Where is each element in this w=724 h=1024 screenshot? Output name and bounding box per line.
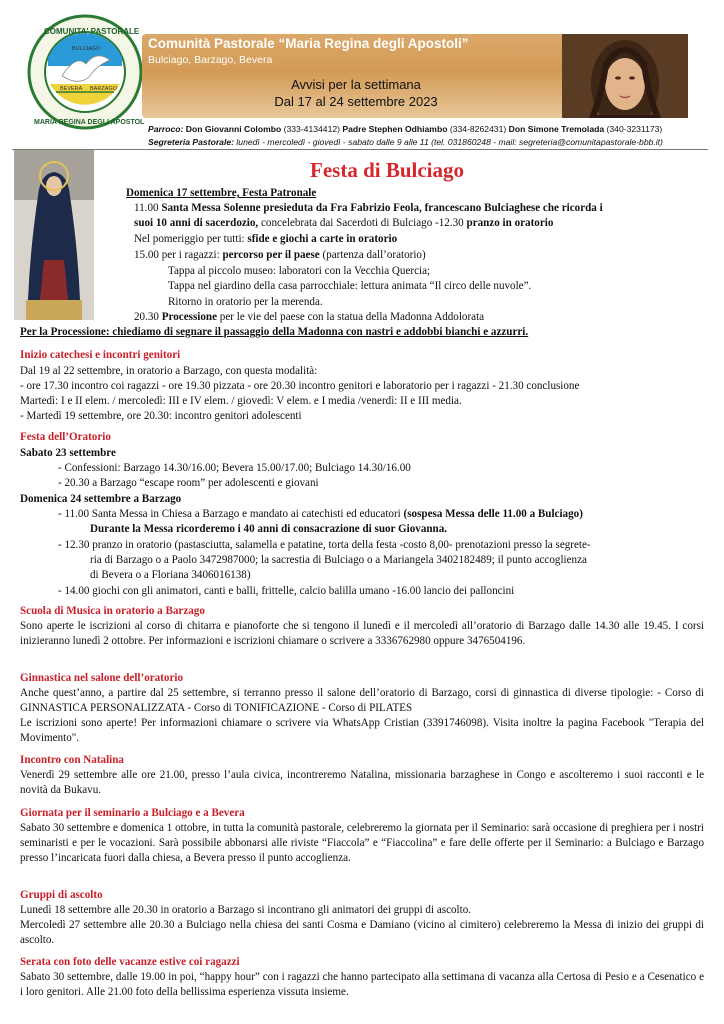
header-divider <box>12 149 708 150</box>
madonna-statue-photo <box>14 150 94 320</box>
segreteria-label: Segreteria Pastorale: <box>148 137 234 147</box>
catechesi-line-4: - Martedì 19 settembre, ore 20.30: incontro genitori adolescenti <box>20 410 302 422</box>
contacts <box>148 123 708 149</box>
parroco-2-tel: (334-8262431) <box>449 124 507 134</box>
ginnastica-title: Ginnastica nel salone dell’oratorio <box>20 672 184 684</box>
seminario-title: Giornata per il seminario a Bulciago e a Bevera <box>20 807 245 819</box>
giochi: - 14.00 giochi con gli animatori, canti e balli, frittelle, calcio balilla umano -16.00 lancio dei palloncini <box>58 585 515 597</box>
domenica-24: Domenica 24 settembre a Barzago <box>20 493 182 505</box>
seminario-text: Sabato 30 settembre e domenica 1 ottobre, in tutta la comunità pastorale, celebreremo la giornata per il Seminario: sarà occasione di preghiera per i nostri seminaristi e per le vocazioni. Sarà possibile abbonarsi alle riviste “Fiaccola” e “Fiaccolina” e fare delle offerte per il Seminario: a Bulciago e Barzago presso l’incaricata fuori dalla chiesa, a Bevera presso il punto accoglienza. <box>20 822 704 865</box>
header-banner <box>142 34 562 118</box>
suor-giovanna: Durante la Messa ricorderemo i 40 anni di consacrazione di suor Giovanna. <box>90 523 448 535</box>
avvisi-line-1: Avvisi per la settimana <box>291 77 421 92</box>
avvisi-dates: Dal 17 al 24 settembre 2023 <box>274 94 438 109</box>
concelebrata: concelebrata dai Sacerdoti di Bulciago -12.30 <box>261 217 464 229</box>
tappa-1: Tappa al piccolo museo: laboratori con la Vecchia Quercia; <box>168 265 431 277</box>
pranzo-line-1: - 12.30 pranzo in oratorio (pastasciutta, salamella e patatine, torta della festa -costo 8,00- prenotazioni presso la segrete- <box>58 539 591 551</box>
time-2030: 20.30 <box>134 311 159 323</box>
community-logo <box>26 14 144 130</box>
community-name: Comunità Pastorale “Maria Regina degli Apostoli” <box>148 36 469 51</box>
ginnastica-text: Anche quest’anno, a partire dal 25 settembre, si terranno presso il salone dell’oratorio di Barzago, corsi di ginnastica di diverse tipologie: - Corso di GINNASTICA PERSONALIZZATA - Corso di TONIFICAZIONE - Corso di PILATES <box>20 687 704 715</box>
natalina-title: Incontro con Natalina <box>20 754 124 766</box>
parroco-line <box>148 123 708 136</box>
festa-line-3 <box>134 248 426 263</box>
natalina-text: Venerdì 29 settembre alle ore 21.00, presso l’aula civica, incontreremo Natalina, missionaria barzaghese in Congo e ascolteremo i suoi racconti e le novità da Bukavu. <box>20 769 704 797</box>
logo-text-top: COMUNITA' PASTORALE <box>44 27 140 36</box>
processione: Processione <box>161 311 218 323</box>
time-1500: 15.00 <box>134 249 159 261</box>
vacanze-title: Serata con foto delle vacanze estive coi ragazzi <box>20 956 240 968</box>
segreteria-text: lunedì - mercoledì - giovedì - sabato dalle 9 alle 11 (tel. 031860248 - mail: segreteria@comunitapastorale-bbb.it) <box>236 137 663 147</box>
logo-label-bevera: BEVERA <box>60 86 83 92</box>
escape-room: - 20.30 a Barzago “escape room” per adolescenti e giovani <box>58 477 319 489</box>
catechesi-title: Inizio catechesi e incontri genitori <box>20 349 181 361</box>
ascolto-title: Gruppi di ascolto <box>20 889 103 901</box>
festa-line-2 <box>134 232 397 247</box>
partenza: (partenza dall’oratorio) <box>322 249 426 261</box>
catechesi-line-1: Dal 19 al 22 settembre, in oratorio a Barzago, con questa modalità: <box>20 365 318 377</box>
catechesi-line-3: Martedì: I e II elem. / mercoledì: III e IV elem. / giovedì: V elem. e I media /venerdì: II e III media. <box>20 395 462 407</box>
ginnastica-text-2: Le iscrizioni sono aperte! Per informazioni chiamare o scrivere via WhatsApp Cristian (3391746098). Visita inoltre la pagina Facebook "Terapia del Movimento". <box>20 717 704 745</box>
musica-title: Scuola di Musica in oratorio a Barzago <box>20 605 205 617</box>
percorso-paese: percorso per il paese <box>222 249 320 261</box>
dom-item-1 <box>58 507 583 522</box>
confessioni: - Confessioni: Barzago 14.30/16.00; Bevera 15.00/17.00; Bulciago 14.30/16.00 <box>58 462 411 474</box>
messa-mandato: - 11.00 Santa Messa in Chiesa a Barzago e mandato ai catechisti ed educatori <box>58 508 401 520</box>
vacanze-text: Sabato 30 settembre, dalle 19.00 in poi, “happy hour” con i ragazzi che hanno partecipato alla settimana di vacanza alla Certosa di Pesio e a Cesenatico e i loro genitori. Alle 21.00 foto della bellissima esperienza vissuta insieme. <box>20 971 704 999</box>
ragazzi-label: per i ragazzi: <box>161 249 220 261</box>
pranzo-oratorio: pranzo in oratorio <box>466 217 554 229</box>
parroco-3-tel: (340-3231173) <box>606 124 663 134</box>
messa-solenne: Santa Messa Solenne presieduta da Fra Fabrizio Feola, francescano Bulciaghese che ricorda i <box>161 202 603 214</box>
segreteria-line <box>148 136 708 149</box>
time-1100: 11.00 <box>134 202 159 214</box>
anni-sacerdozio: suoi 10 anni di sacerdozio, <box>134 217 259 229</box>
ritorno: Ritorno in oratorio per la merenda. <box>168 296 323 308</box>
oratorio-title: Festa dell’Oratorio <box>20 431 111 443</box>
avvisi-heading <box>216 76 496 110</box>
tappa-2: Tappa nel giardino della casa parrocchiale: lettura animata “Il circo delle nuvole”. <box>168 280 532 292</box>
parroco-3: Don Simone Tremolada <box>508 124 605 134</box>
madonna-portrait <box>562 34 688 118</box>
logo-label-barzago: BARZAGO <box>90 86 117 92</box>
festa-line-1b <box>134 216 553 231</box>
catechesi-line-2: - ore 17.30 incontro coi ragazzi - ore 19.30 pizzata - ore 20.30 incontro genitori e laboratorio per i ragazzi - 21.30 conclusione <box>20 380 580 392</box>
parroco-2: Padre Stephen Odhiambo <box>342 124 448 134</box>
sabato-23: Sabato 23 settembre <box>20 447 116 459</box>
pranzo-line-3: di Bevera o a Floriana 3406016138) <box>90 569 251 581</box>
parroco-1-tel: (333-4134412) <box>283 124 340 134</box>
towns: Bulciago, Barzago, Bevera <box>148 54 273 66</box>
festa-title: Festa di Bulciago <box>310 158 465 182</box>
pomeriggio-label: Nel pomeriggio per tutti: <box>134 233 245 245</box>
ascolto-text-2: Mercoledì 27 settembre alle 20.30 a Bulciago nella chiesa dei santi Cosma e Damiano (vicino al cimitero) celebreremo la Messa di inizio dei gruppi di ascolto. <box>20 919 704 947</box>
processione-note: Per la Processione: chiediamo di segnare il passaggio della Madonna con nastri e addobbi bianchi e azzurri. <box>20 326 529 338</box>
logo-text-bottom: MARIA REGINA DEGLI APOSTOLI <box>34 119 144 126</box>
sfide-giochi: sfide e giochi a carte in oratorio <box>247 233 398 245</box>
logo-label-bulciago: BULCIAGO <box>72 46 101 52</box>
musica-text: Sono aperte le iscrizioni al corso di chitarra e pianoforte che si tengono il lunedì e il mercoledì all’oratorio di Barzago dalle 14.30 alle 19.45. I corsi inizieranno lunedì 2 ottobre. Per informazioni e iscrizioni chiamare o scrivere a 3336762980 oppure 3476504196. <box>20 620 704 648</box>
festa-line-1a <box>134 201 603 216</box>
parroco-label: Parroco: <box>148 124 184 134</box>
sospesa-messa: (sospesa Messa delle 11.00 a Bulciago) <box>403 508 583 520</box>
pranzo-line-2: ria di Barzago o a Paolo 3472987000; la sacrestia di Bulciago o a Mariangela 3402182489; il punto accoglienza <box>90 554 587 566</box>
processione-rest: per le vie del paese con la statua della Madonna Addolorata <box>219 311 485 323</box>
festa-day: Domenica 17 settembre, Festa Patronale <box>126 187 317 199</box>
ascolto-line-1: Lunedì 18 settembre alle 20.30 in oratorio a Barzago si incontrano gli animatori dei gruppi di ascolto. <box>20 904 472 916</box>
festa-line-4 <box>134 310 484 325</box>
parroco-1: Don Giovanni Colombo <box>185 124 282 134</box>
